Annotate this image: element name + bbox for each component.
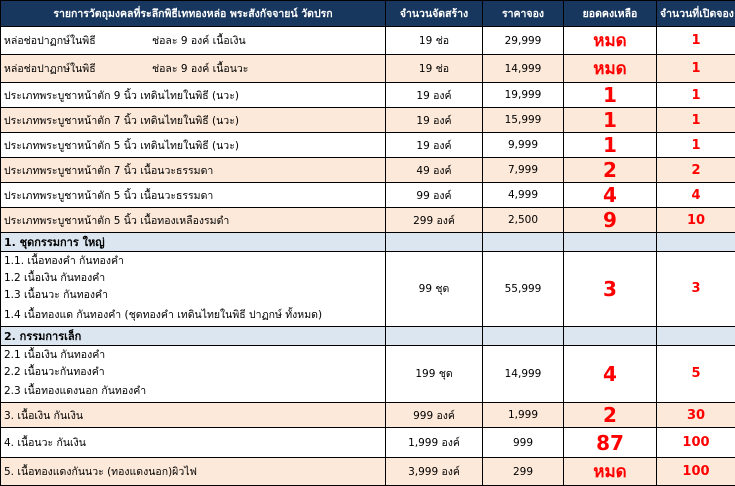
item-open: 30 (657, 403, 735, 428)
set2-open: 5 (657, 345, 735, 403)
set-item: 2.2 เนื้อนวะกันทองคำ (1, 363, 386, 380)
item-price: 1,999 (483, 403, 564, 428)
set2-price: 14,999 (483, 345, 564, 403)
item-price: 299 (483, 458, 564, 486)
item-price: 4,999 (483, 183, 564, 208)
item-qty: 299 องค์ (386, 208, 483, 233)
section-title: 1. ชุดกรรมการ ใหญ่ (1, 233, 386, 252)
item-name: ประเภทพระบูชาหน้าตัก 7 นิ้ว เทดินไทยในพิธี (นวะ) (1, 108, 386, 133)
item-name: ประเภทพระบูชาหน้าตัก 9 นิ้ว เทดินไทยในพิธี (นวะ) (1, 83, 386, 108)
set1-remaining: 3 (564, 252, 657, 327)
item-remaining: 4 (564, 183, 657, 208)
item-open: 4 (657, 183, 735, 208)
item-price: 14,999 (483, 55, 564, 83)
item-price: 15,999 (483, 108, 564, 133)
set1-item-row (1, 252, 735, 270)
table-row (1, 428, 735, 458)
header-price: ราคาจอง (483, 1, 564, 27)
item-qty: 3,999 องค์ (386, 458, 483, 486)
set2-remaining: 4 (564, 345, 657, 403)
item-qty: 19 องค์ (386, 108, 483, 133)
table-row (1, 158, 735, 183)
set-item: 1.3 เนื้อนวะ กันทองคำ (1, 286, 386, 303)
header-open: จำนวนที่เปิดจอง (657, 1, 735, 27)
item-price: 2,500 (483, 208, 564, 233)
item-remaining: หมด (564, 27, 657, 55)
section-title: 2. กรรมการเล็ก (1, 326, 386, 345)
item-open: 1 (657, 133, 735, 158)
item-remaining: 1 (564, 108, 657, 133)
item-name: ประเภทพระบูชาหน้าตัก 5 นิ้ว เทดินไทยในพิธี (นวะ) (1, 133, 386, 158)
item-name: 4. เนื้อนวะ กันเงิน (1, 428, 386, 458)
item-price: 29,999 (483, 27, 564, 55)
item-open: 1 (657, 27, 735, 55)
header-row (1, 1, 735, 27)
item-open: 100 (657, 428, 735, 458)
item-remaining: 1 (564, 133, 657, 158)
table-row (1, 108, 735, 133)
set1-qty: 99 ชุด (386, 252, 483, 327)
item-open: 1 (657, 108, 735, 133)
item-remaining: 87 (564, 428, 657, 458)
item-open: 100 (657, 458, 735, 486)
item-qty: 49 องค์ (386, 158, 483, 183)
table-row (1, 27, 735, 55)
item-qty: 999 องค์ (386, 403, 483, 428)
item-qty: 99 องค์ (386, 183, 483, 208)
item-name: หล่อช่อปาฏกษ์ในพิธี ช่อละ 9 องค์ เนื้อเงิน (1, 27, 386, 55)
item-open: 10 (657, 208, 735, 233)
set1-price: 55,999 (483, 252, 564, 327)
item-qty: 1,999 องค์ (386, 428, 483, 458)
table-row (1, 208, 735, 233)
table-row (1, 403, 735, 428)
item-remaining: 1 (564, 83, 657, 108)
item-remaining: 2 (564, 158, 657, 183)
item-open: 1 (657, 55, 735, 83)
item-remaining: 2 (564, 403, 657, 428)
set1-open: 3 (657, 252, 735, 327)
item-price: 19,999 (483, 83, 564, 108)
table-row (1, 55, 735, 83)
set-item: 2.1 เนื้อเงิน กันทองคำ (1, 345, 386, 363)
table-row (1, 458, 735, 486)
item-remaining: 9 (564, 208, 657, 233)
item-name: หล่อช่อปาฏกษ์ในพิธี ช่อละ 9 องค์ เนื้อนวะ (1, 55, 386, 83)
table-row (1, 183, 735, 208)
section-header-set2 (1, 326, 735, 345)
item-remaining: หมด (564, 458, 657, 486)
item-price: 7,999 (483, 158, 564, 183)
set-item: 1.2 เนื้อเงิน กันทองคำ (1, 269, 386, 286)
item-name: ประเภทพระบูชาหน้าตัก 5 นิ้ว เนื้อนวะธรรมดา (1, 183, 386, 208)
header-name: รายการวัตถุมงคลที่ระลึกพิธีเททองหล่อ พระสังกัจจายน์ วัดปรก (1, 1, 386, 27)
item-open: 1 (657, 83, 735, 108)
item-qty: 19 ช่อ (386, 27, 483, 55)
item-name: ประเภทพระบูชาหน้าตัก 7 นิ้ว เนื้อนวะธรรมดา (1, 158, 386, 183)
item-price: 9,999 (483, 133, 564, 158)
item-name: ประเภทพระบูชาหน้าตัก 5 นิ้ว เนื้อทองเหลืองรมดำ (1, 208, 386, 233)
table-row (1, 83, 735, 108)
set2-item-row (1, 345, 735, 363)
set2-qty: 199 ชุด (386, 345, 483, 403)
header-qty: จำนวนจัดสร้าง (386, 1, 483, 27)
item-qty: 19 องค์ (386, 133, 483, 158)
table-row (1, 133, 735, 158)
item-name: 5. เนื้อทองแดงกันนวะ (ทองแดงนอก)ผิวไฟ (1, 458, 386, 486)
set-item: 1.4 เนื้อทองแด กันทองคำ (ชุดทองคำ เทดินไทยในพิธี ปาฏกษ์ ทั้งหมด) (1, 303, 386, 326)
item-remaining: หมด (564, 55, 657, 83)
set-item: 2.3 เนื้อทองแดงนอก กันทองคำ (1, 380, 386, 403)
item-qty: 19 ช่อ (386, 55, 483, 83)
item-qty: 19 องค์ (386, 83, 483, 108)
header-remaining: ยอดคงเหลือ (564, 1, 657, 27)
item-price: 999 (483, 428, 564, 458)
item-name: 3. เนื้อเงิน กันเงิน (1, 403, 386, 428)
set-item: 1.1. เนื้อทองคำ กันทองคำ (1, 252, 386, 270)
section-header-set1 (1, 233, 735, 252)
item-open: 2 (657, 158, 735, 183)
